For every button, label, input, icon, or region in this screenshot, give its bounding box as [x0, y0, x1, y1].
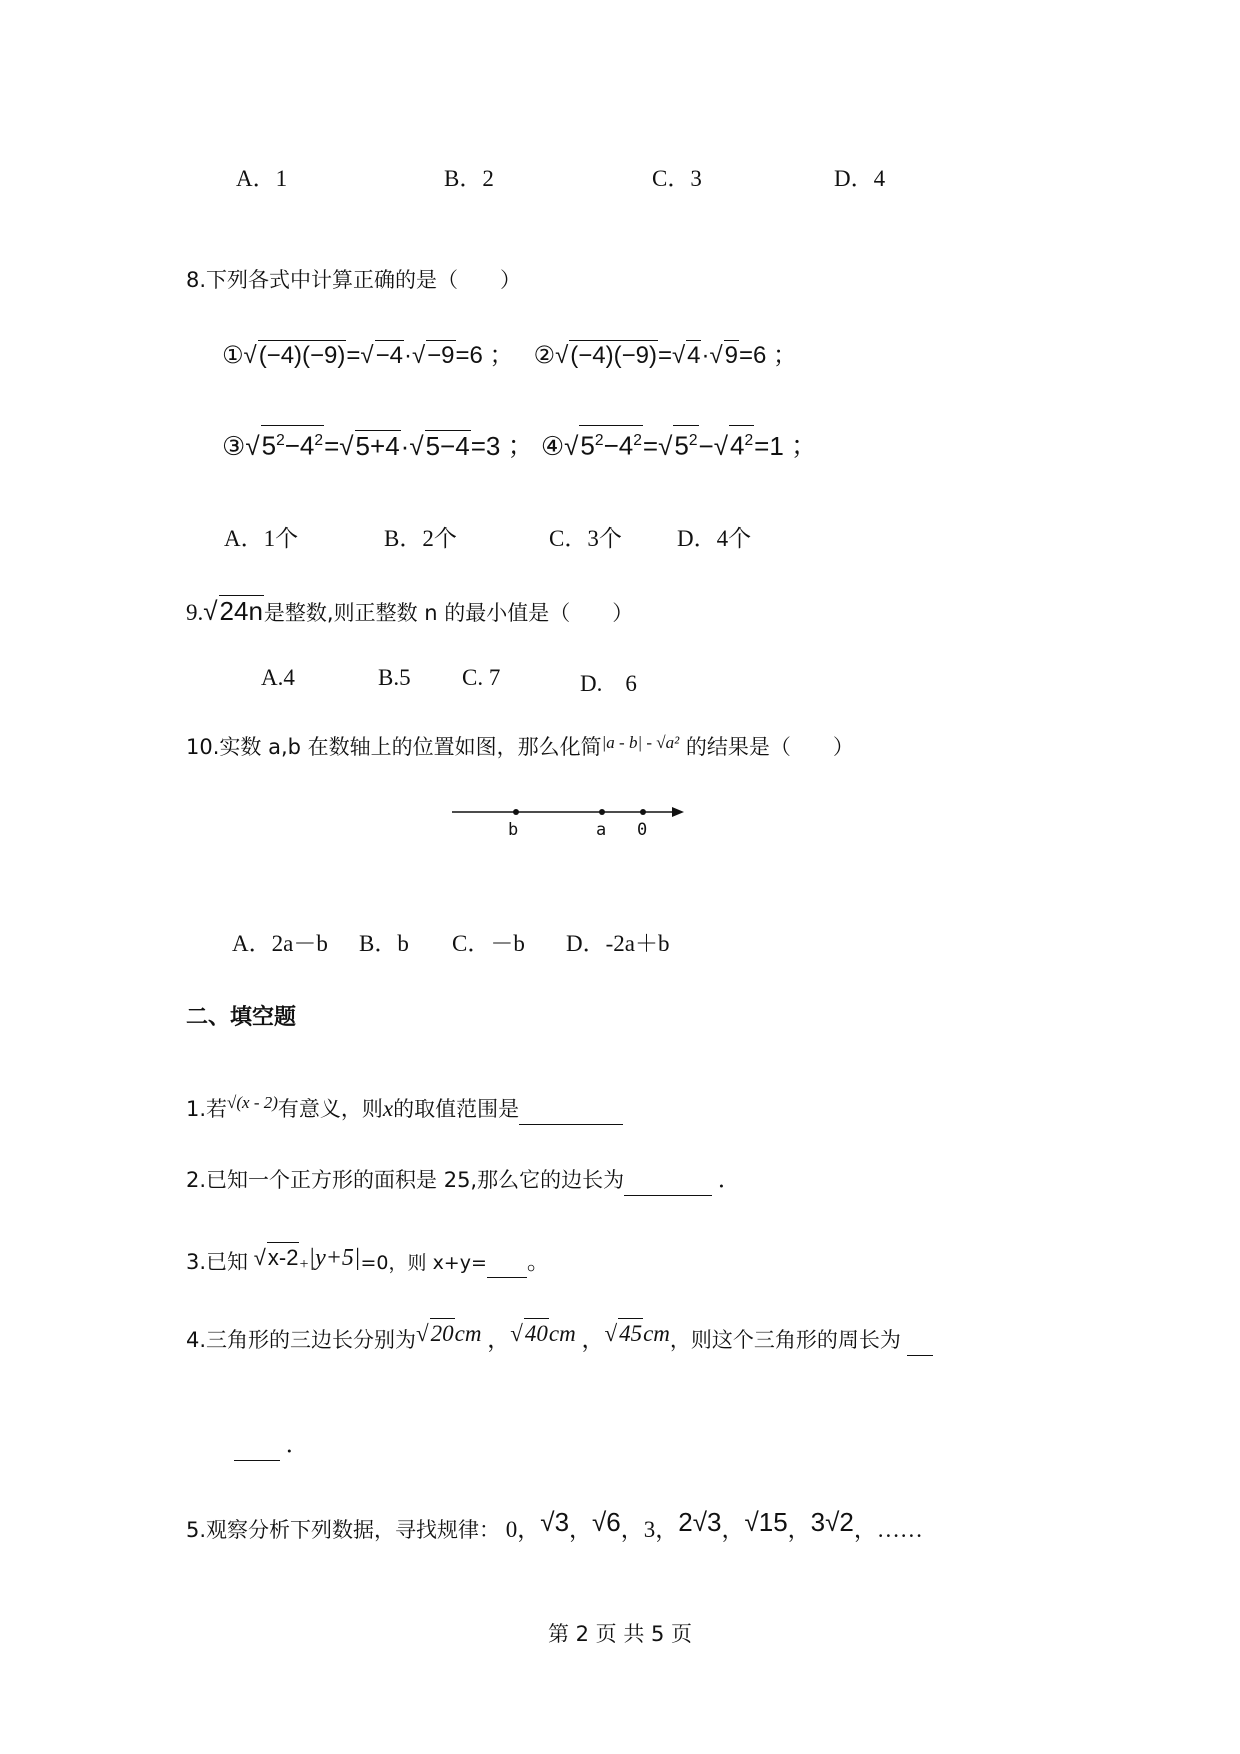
- seq-0: 0: [505, 1517, 518, 1542]
- q8-stem: 8.下列各式中计算正确的是（ ）: [186, 268, 522, 292]
- q7-option-a: A．1: [236, 166, 288, 191]
- q10-option-c: C．－b: [452, 931, 525, 956]
- q10-option-a: A．2a－b: [232, 931, 328, 956]
- q10-option-d: D．-2a＋b: [566, 931, 670, 956]
- number-line: [452, 806, 712, 846]
- fill-1-var: x: [382, 1096, 394, 1121]
- answer-blank[interactable]: [624, 1165, 712, 1196]
- q9-text: 是整数,则正整数 n 的最小值是（ ）: [263, 601, 634, 625]
- fill-4-tail: ．: [285, 1432, 309, 1457]
- q10-text-before: 10.实数 a,b 在数轴上的位置如图，那么化简: [186, 735, 602, 759]
- q10-text-after: 的结果是（ ）: [679, 735, 854, 759]
- fill-5: 5.观察分析下列数据，寻找规律： 0，√3，√6，3，2√3，√15，3√2，……: [186, 1507, 923, 1542]
- q7-option-b: B．2: [444, 166, 494, 191]
- q7-option-d: D．4: [834, 166, 886, 191]
- seq-4: 2√3: [678, 1507, 722, 1537]
- fill-1-after2: 的取值范围是: [393, 1097, 520, 1121]
- q8-option-b: B．2个: [384, 526, 457, 551]
- point-b: [513, 809, 519, 815]
- label-zero: 0: [637, 820, 648, 840]
- fill-4: 4.三角形的三边长分别为√20cm ，√40cm ，√45cm，则这个三角形的周长为: [186, 1318, 933, 1356]
- label-a: a: [596, 820, 607, 840]
- unit: cm: [454, 1321, 482, 1346]
- q10-stem: [186, 728, 854, 762]
- q9-radicand: 24n: [219, 596, 263, 626]
- side-3: 45: [618, 1318, 643, 1349]
- separator: ；: [791, 430, 818, 461]
- seq-ellipsis: ……: [876, 1517, 923, 1542]
- unit: cm: [643, 1321, 670, 1346]
- point-a: [599, 809, 605, 815]
- fill-1-expr: √(x - 2): [227, 1093, 278, 1112]
- separator: ；: [507, 430, 534, 461]
- side-2: 40: [524, 1318, 549, 1349]
- q10-option-b: B．b: [359, 931, 409, 956]
- q8-row-1: [222, 340, 797, 371]
- q9-option-a: A.4: [261, 665, 295, 690]
- fill-3-after: =0，则 x+y=: [360, 1252, 487, 1274]
- fill-4-cont: [234, 1430, 309, 1461]
- answer-blank[interactable]: [519, 1094, 623, 1125]
- arrow-icon: [672, 807, 684, 817]
- point-zero: [640, 809, 646, 815]
- fill-2-text: 2.已知一个正方形的面积是 25,那么它的边长为: [186, 1168, 625, 1192]
- q8-option-a: A．1个: [224, 526, 299, 551]
- seq-3: 3: [643, 1517, 656, 1542]
- fill-3-tail: 。: [526, 1249, 550, 1274]
- answer-blank[interactable]: [487, 1247, 527, 1278]
- q9-option-c: C. 7: [462, 665, 501, 690]
- marker-4: ④: [540, 430, 565, 461]
- fill-2-tail: ．: [717, 1167, 741, 1192]
- fill-2: [186, 1165, 741, 1196]
- q7-option-c: C．3: [652, 166, 702, 191]
- marker-3: ③: [222, 430, 246, 461]
- seq-1: √3: [540, 1507, 570, 1537]
- seq-2: √6: [592, 1507, 621, 1537]
- fill-3-abs: |y+5|: [308, 1245, 361, 1271]
- q8-option-c: C．3个: [549, 526, 622, 551]
- fill-4-after: ，则这个三角形的周长为: [669, 1328, 901, 1352]
- separator: ；: [773, 342, 798, 369]
- q9-number: 9.: [186, 600, 204, 625]
- separator: ；: [489, 342, 514, 369]
- fill-1: [186, 1088, 623, 1125]
- q8-option-d: D．4个: [677, 526, 752, 551]
- fill-4-before: 4.三角形的三边长分别为: [186, 1328, 417, 1352]
- q9-stem: 9.√24n是整数,则正整数 n 的最小值是（ ）: [186, 596, 634, 626]
- seq-6: 3√2: [810, 1507, 854, 1537]
- page-footer: 第 2 页 共 5 页: [547, 1622, 693, 1646]
- side-1: 20: [430, 1318, 455, 1349]
- fill-1-before: 1.若: [186, 1097, 228, 1121]
- q8-item-3: $③√5^2-4^2=√5+4\cdot√5-4=3$: [222, 431, 508, 461]
- fill-3: 3.已知 √x-2+|y+5|=0，则 x+y= 。: [186, 1242, 550, 1280]
- fill-3-before: 3.已知: [186, 1250, 249, 1274]
- q9-option-d: D. 6: [580, 671, 637, 696]
- seq-5: √15: [744, 1507, 788, 1537]
- unit: cm: [548, 1321, 576, 1346]
- fill-1-after: 有意义，则: [277, 1097, 383, 1121]
- marker-2: ②: [533, 342, 556, 369]
- q9-option-b: B.5: [378, 665, 411, 690]
- answer-blank[interactable]: [907, 1325, 933, 1356]
- section-title: 二、填空题: [186, 1005, 297, 1030]
- q8-item-1: ①√(−4)(−9)=√−4·√−9=6: [222, 342, 490, 369]
- label-b: b: [508, 820, 519, 840]
- q8-row-2: [222, 425, 817, 461]
- q8-item-2: ②√(−4)(−9)=√4·√9=6: [533, 342, 774, 369]
- fill-5-before: 5.观察分析下列数据，寻找规律：: [186, 1518, 501, 1542]
- q10-expression: |a - b| - √a²: [601, 733, 680, 752]
- marker-1: ①: [222, 342, 244, 369]
- q8-item-4: $④√5^2-4^2=√5^2-√4^2=1$: [541, 431, 791, 461]
- fill-3-radicand: x-2: [267, 1242, 300, 1273]
- answer-blank[interactable]: [234, 1430, 280, 1461]
